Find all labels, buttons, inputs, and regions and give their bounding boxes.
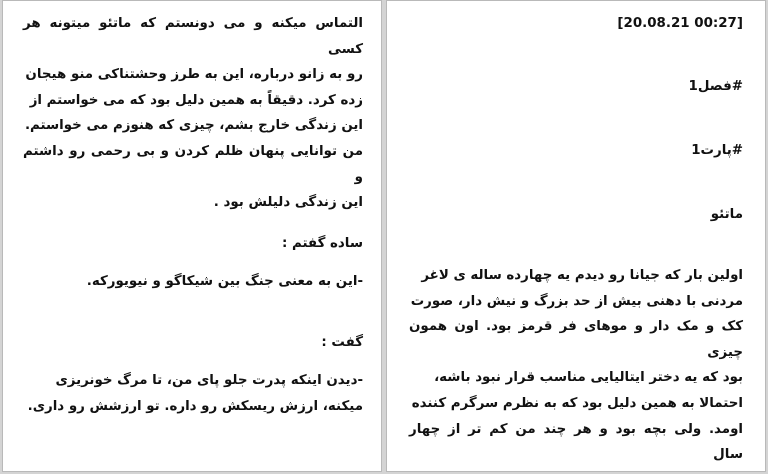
text-line: مردنی با دهنی بیش از حد بزرگ و نیش دار، صورت [410, 293, 743, 309]
timestamp: [20.08.21 00:27] [617, 16, 743, 31]
text-line: اولین بار که جیانا رو دیدم یه چهارده ساله ی لاغر [421, 268, 743, 283]
text-line: میکنه، ارزش ریسکش رو داره. تو ارزشش رو داری. [27, 398, 363, 414]
text-line: اومد. ولی بچه بود و هر چند من کم تر از چهار سال [409, 421, 743, 463]
left-line-4 [23, 330, 363, 356]
text-line: من توانایی پنهان ظلم کردن و بی رحمی رو داشتم و [23, 143, 363, 185]
part-heading: #پارت1 [691, 143, 743, 158]
text-line: -دیدن اینکه پدرت جلو پای من، تا مرگ خونریزی [55, 373, 363, 388]
left-page [2, 0, 382, 472]
left-line-3 [23, 269, 363, 295]
text-line: ساده گفتم : [281, 236, 363, 251]
text-line: کک و مک دار و موهای فر قرمز بود. اون همون چیزی [409, 319, 743, 360]
right-part [409, 138, 743, 164]
text-line: احتمالا به همین دلیل بود که به نظرم سرگرم کننده [411, 395, 743, 411]
text-line: بود که یه دختر ایتالیایی مناسب قرار نبود باشه، [434, 370, 743, 386]
right-timestamp [409, 11, 743, 37]
left-paragraph-1 [23, 11, 363, 216]
right-page [386, 0, 766, 472]
text-line: -این به معنی جنگ بین شیکاگو و نیویورکه. [86, 274, 363, 289]
text-line: زده کرد. دقیقاً به همین دلیل بود که می خواستم از [29, 92, 363, 108]
right-narrator [409, 202, 743, 228]
right-chapter [409, 74, 743, 100]
text-line: این زندگی دلیلش بود . [213, 195, 363, 211]
text-line: گفت : [321, 335, 363, 350]
chapter-heading: #فصل1 [688, 79, 743, 94]
right-paragraph [409, 263, 743, 468]
left-line-2 [23, 231, 363, 257]
text-line: رو به زانو درباره، این به طرز وحشتناکی منو هیجان [25, 67, 363, 83]
text-line: التماس میکنه و می دونستم که ماتئو میتونه هر کسی [23, 16, 363, 57]
left-paragraph-5 [23, 368, 363, 419]
narrator-name: ماتئو [710, 207, 743, 222]
text-line: این زندگی خارج بشم، چیزی که هنوزم می خواستم. [24, 118, 363, 134]
